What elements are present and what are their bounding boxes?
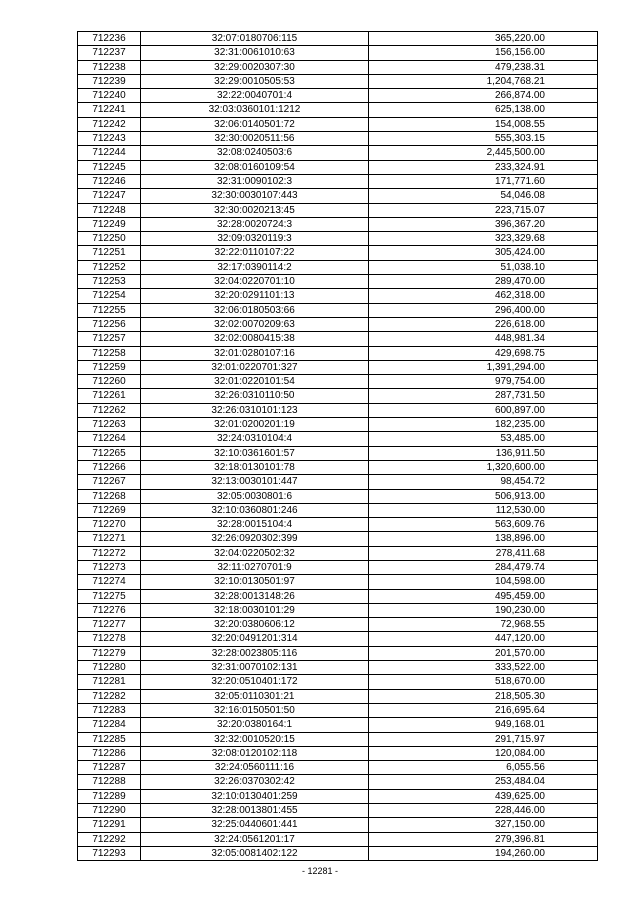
record-id-cell: 712293 xyxy=(78,846,141,860)
amount-cell: 253,484.04 xyxy=(369,775,598,789)
cadastral-number-cell: 32:20:0380606:12 xyxy=(141,618,369,632)
record-id-cell: 712269 xyxy=(78,503,141,517)
cadastral-number-cell: 32:29:0010505:53 xyxy=(141,74,369,88)
amount-cell: 53,485.00 xyxy=(369,432,598,446)
record-id-cell: 712267 xyxy=(78,475,141,489)
record-id-cell: 712248 xyxy=(78,203,141,217)
record-id-cell: 712287 xyxy=(78,761,141,775)
cadastral-number-cell: 32:09:0320119:3 xyxy=(141,232,369,246)
table-row xyxy=(78,160,598,174)
record-id-cell: 712238 xyxy=(78,60,141,74)
record-id-cell: 712281 xyxy=(78,675,141,689)
table-row xyxy=(78,761,598,775)
amount-cell: 279,396.81 xyxy=(369,832,598,846)
table-row xyxy=(78,346,598,360)
record-id-cell: 712264 xyxy=(78,432,141,446)
amount-cell: 190,230.00 xyxy=(369,603,598,617)
record-id-cell: 712270 xyxy=(78,518,141,532)
table-row xyxy=(78,174,598,188)
cadastral-number-cell: 32:17:0390114:2 xyxy=(141,260,369,274)
record-id-cell: 712237 xyxy=(78,46,141,60)
amount-cell: 323,329.68 xyxy=(369,232,598,246)
amount-cell: 136,911.50 xyxy=(369,446,598,460)
record-id-cell: 712247 xyxy=(78,189,141,203)
table-row xyxy=(78,389,598,403)
amount-cell: 447,120.00 xyxy=(369,632,598,646)
cadastral-number-cell: 32:04:0220502:32 xyxy=(141,546,369,560)
cadastral-number-cell: 32:03:0360101:1212 xyxy=(141,103,369,117)
table-row xyxy=(78,203,598,217)
record-id-cell: 712240 xyxy=(78,89,141,103)
record-id-cell: 712254 xyxy=(78,289,141,303)
table-row xyxy=(78,689,598,703)
cadastral-number-cell: 32:22:0040701:4 xyxy=(141,89,369,103)
amount-cell: 72,968.55 xyxy=(369,618,598,632)
record-id-cell: 712288 xyxy=(78,775,141,789)
amount-cell: 156,156.00 xyxy=(369,46,598,60)
amount-cell: 171,771.60 xyxy=(369,174,598,188)
amount-cell: 291,715.97 xyxy=(369,732,598,746)
table-row xyxy=(78,775,598,789)
table-row xyxy=(78,289,598,303)
table-row xyxy=(78,503,598,517)
table-body xyxy=(78,32,598,861)
table-row xyxy=(78,275,598,289)
record-id-cell: 712252 xyxy=(78,260,141,274)
record-id-cell: 712279 xyxy=(78,646,141,660)
table-row xyxy=(78,332,598,346)
amount-cell: 1,391,294.00 xyxy=(369,360,598,374)
table-row xyxy=(78,260,598,274)
cadastral-number-cell: 32:26:0370302:42 xyxy=(141,775,369,789)
record-id-cell: 712258 xyxy=(78,346,141,360)
amount-cell: 104,598.00 xyxy=(369,575,598,589)
amount-cell: 1,320,600.00 xyxy=(369,460,598,474)
table-row xyxy=(78,732,598,746)
amount-cell: 396,367.20 xyxy=(369,217,598,231)
amount-cell: 216,695.64 xyxy=(369,703,598,717)
cadastral-number-cell: 32:28:0023805:116 xyxy=(141,646,369,660)
table-row xyxy=(78,74,598,88)
table-row xyxy=(78,818,598,832)
cadastral-number-cell: 32:20:0291101:13 xyxy=(141,289,369,303)
cadastral-number-cell: 32:29:0020307:30 xyxy=(141,60,369,74)
record-id-cell: 712286 xyxy=(78,746,141,760)
table-row xyxy=(78,103,598,117)
amount-cell: 448,981.34 xyxy=(369,332,598,346)
record-id-cell: 712274 xyxy=(78,575,141,589)
cadastral-number-cell: 32:20:0380164:1 xyxy=(141,718,369,732)
amount-cell: 289,470.00 xyxy=(369,275,598,289)
cadastral-number-cell: 32:05:0030801:6 xyxy=(141,489,369,503)
table-row xyxy=(78,432,598,446)
table-row xyxy=(78,146,598,160)
record-id-cell: 712280 xyxy=(78,661,141,675)
amount-cell: 266,874.00 xyxy=(369,89,598,103)
table-row xyxy=(78,746,598,760)
cadastral-number-cell: 32:07:0180706:115 xyxy=(141,32,369,46)
cadastral-number-cell: 32:11:0270701:9 xyxy=(141,560,369,574)
amount-cell: 365,220.00 xyxy=(369,32,598,46)
record-id-cell: 712285 xyxy=(78,732,141,746)
amount-cell: 296,400.00 xyxy=(369,303,598,317)
cadastral-number-cell: 32:01:0200201:19 xyxy=(141,418,369,432)
cadastral-number-cell: 32:26:0920302:399 xyxy=(141,532,369,546)
record-id-cell: 712260 xyxy=(78,375,141,389)
table-row xyxy=(78,575,598,589)
record-id-cell: 712250 xyxy=(78,232,141,246)
amount-cell: 506,913.00 xyxy=(369,489,598,503)
cadastral-number-cell: 32:22:0110107:22 xyxy=(141,246,369,260)
cadastral-number-cell: 32:10:0361601:57 xyxy=(141,446,369,460)
cadastral-number-cell: 32:30:0030107:443 xyxy=(141,189,369,203)
cadastral-number-cell: 32:10:0130501:97 xyxy=(141,575,369,589)
amount-cell: 333,522.00 xyxy=(369,661,598,675)
record-id-cell: 712284 xyxy=(78,718,141,732)
record-id-cell: 712241 xyxy=(78,103,141,117)
record-id-cell: 712262 xyxy=(78,403,141,417)
amount-cell: 327,150.00 xyxy=(369,818,598,832)
record-id-cell: 712249 xyxy=(78,217,141,231)
table-row xyxy=(78,217,598,231)
record-id-cell: 712276 xyxy=(78,603,141,617)
table-row xyxy=(78,475,598,489)
table-row xyxy=(78,804,598,818)
cadastral-number-cell: 32:32:0010520:15 xyxy=(141,732,369,746)
record-id-cell: 712277 xyxy=(78,618,141,632)
cadastral-number-cell: 32:31:0090102:3 xyxy=(141,174,369,188)
table-row xyxy=(78,532,598,546)
record-id-cell: 712257 xyxy=(78,332,141,346)
amount-cell: 194,260.00 xyxy=(369,846,598,860)
record-id-cell: 712265 xyxy=(78,446,141,460)
amount-cell: 518,670.00 xyxy=(369,675,598,689)
cadastral-number-cell: 32:20:0491201:314 xyxy=(141,632,369,646)
table-row xyxy=(78,246,598,260)
amount-cell: 182,235.00 xyxy=(369,418,598,432)
amount-cell: 233,324.91 xyxy=(369,160,598,174)
record-id-cell: 712289 xyxy=(78,789,141,803)
amount-cell: 284,479.74 xyxy=(369,560,598,574)
amount-cell: 54,046.08 xyxy=(369,189,598,203)
table-row xyxy=(78,32,598,46)
cadastral-number-cell: 32:28:0020724:3 xyxy=(141,217,369,231)
amount-cell: 112,530.00 xyxy=(369,503,598,517)
table-row xyxy=(78,360,598,374)
cadastral-number-cell: 32:26:0310101:123 xyxy=(141,403,369,417)
table-row xyxy=(78,60,598,74)
record-id-cell: 712256 xyxy=(78,317,141,331)
record-id-cell: 712244 xyxy=(78,146,141,160)
record-id-cell: 712251 xyxy=(78,246,141,260)
record-id-cell: 712283 xyxy=(78,703,141,717)
cadastral-number-cell: 32:13:0030101:447 xyxy=(141,475,369,489)
amount-cell: 287,731.50 xyxy=(369,389,598,403)
record-id-cell: 712268 xyxy=(78,489,141,503)
amount-cell: 2,445,500.00 xyxy=(369,146,598,160)
cadastral-number-cell: 32:01:0280107:16 xyxy=(141,346,369,360)
table-row xyxy=(78,560,598,574)
record-id-cell: 712246 xyxy=(78,174,141,188)
cadastral-number-cell: 32:01:0220701:327 xyxy=(141,360,369,374)
amount-cell: 228,446.00 xyxy=(369,804,598,818)
cadastral-number-cell: 32:25:0440601:441 xyxy=(141,818,369,832)
cadastral-number-cell: 32:28:0013801:455 xyxy=(141,804,369,818)
amount-cell: 429,698.75 xyxy=(369,346,598,360)
amount-cell: 201,570.00 xyxy=(369,646,598,660)
table-row xyxy=(78,718,598,732)
table-row xyxy=(78,703,598,717)
table-row xyxy=(78,418,598,432)
amount-cell: 495,459.00 xyxy=(369,589,598,603)
record-id-cell: 712273 xyxy=(78,560,141,574)
amount-cell: 154,008.55 xyxy=(369,117,598,131)
record-id-cell: 712236 xyxy=(78,32,141,46)
table-row xyxy=(78,632,598,646)
amount-cell: 223,715.07 xyxy=(369,203,598,217)
cadastral-number-cell: 32:31:0061010:63 xyxy=(141,46,369,60)
record-id-cell: 712255 xyxy=(78,303,141,317)
record-id-cell: 712239 xyxy=(78,74,141,88)
table-row xyxy=(78,89,598,103)
table-row xyxy=(78,603,598,617)
amount-cell: 51,038.10 xyxy=(369,260,598,274)
table-row xyxy=(78,546,598,560)
record-id-cell: 712291 xyxy=(78,818,141,832)
table-row xyxy=(78,789,598,803)
record-id-cell: 712259 xyxy=(78,360,141,374)
amount-cell: 949,168.01 xyxy=(369,718,598,732)
cadastral-number-cell: 32:04:0220701:10 xyxy=(141,275,369,289)
amount-cell: 563,609.76 xyxy=(369,518,598,532)
cadastral-number-cell: 32:30:0020511:56 xyxy=(141,132,369,146)
record-id-cell: 712272 xyxy=(78,546,141,560)
record-id-cell: 712245 xyxy=(78,160,141,174)
cadastral-number-cell: 32:24:0561201:17 xyxy=(141,832,369,846)
data-table xyxy=(77,31,598,861)
cadastral-number-cell: 32:10:0360801:246 xyxy=(141,503,369,517)
amount-cell: 120,084.00 xyxy=(369,746,598,760)
amount-cell: 226,618.00 xyxy=(369,317,598,331)
record-id-cell: 712263 xyxy=(78,418,141,432)
table-row xyxy=(78,232,598,246)
record-id-cell: 712266 xyxy=(78,460,141,474)
amount-cell: 1,204,768.21 xyxy=(369,74,598,88)
record-id-cell: 712242 xyxy=(78,117,141,131)
record-id-cell: 712243 xyxy=(78,132,141,146)
cadastral-number-cell: 32:02:0080415:38 xyxy=(141,332,369,346)
amount-cell: 218,505.30 xyxy=(369,689,598,703)
record-id-cell: 712278 xyxy=(78,632,141,646)
page-number: - 12281 - xyxy=(301,866,339,876)
cadastral-number-cell: 32:28:0015104:4 xyxy=(141,518,369,532)
table-row xyxy=(78,317,598,331)
table-row xyxy=(78,375,598,389)
cadastral-number-cell: 32:08:0160109:54 xyxy=(141,160,369,174)
cadastral-number-cell: 32:31:0070102:131 xyxy=(141,661,369,675)
amount-cell: 439,625.00 xyxy=(369,789,598,803)
amount-cell: 98,454.72 xyxy=(369,475,598,489)
table-row xyxy=(78,460,598,474)
cadastral-number-cell: 32:16:0150501:50 xyxy=(141,703,369,717)
table-row xyxy=(78,403,598,417)
cadastral-number-cell: 32:08:0120102:118 xyxy=(141,746,369,760)
cadastral-number-cell: 32:24:0310104:4 xyxy=(141,432,369,446)
cadastral-number-cell: 32:01:0220101:54 xyxy=(141,375,369,389)
cadastral-number-cell: 32:30:0020213:45 xyxy=(141,203,369,217)
table-row xyxy=(78,303,598,317)
amount-cell: 555,303.15 xyxy=(369,132,598,146)
amount-cell: 138,896.00 xyxy=(369,532,598,546)
cadastral-number-cell: 32:05:0110301:21 xyxy=(141,689,369,703)
cadastral-number-cell: 32:20:0510401:172 xyxy=(141,675,369,689)
table-row xyxy=(78,489,598,503)
table-row xyxy=(78,589,598,603)
amount-cell: 305,424.00 xyxy=(369,246,598,260)
record-id-cell: 712290 xyxy=(78,804,141,818)
cadastral-number-cell: 32:06:0140501:72 xyxy=(141,117,369,131)
cadastral-number-cell: 32:18:0130101:78 xyxy=(141,460,369,474)
table-row xyxy=(78,661,598,675)
cadastral-number-cell: 32:08:0240503:6 xyxy=(141,146,369,160)
table-row xyxy=(78,646,598,660)
record-id-cell: 712271 xyxy=(78,532,141,546)
record-id-cell: 712253 xyxy=(78,275,141,289)
table-row xyxy=(78,446,598,460)
cadastral-number-cell: 32:06:0180503:66 xyxy=(141,303,369,317)
amount-cell: 278,411.68 xyxy=(369,546,598,560)
cadastral-number-cell: 32:02:0070209:63 xyxy=(141,317,369,331)
table-row xyxy=(78,132,598,146)
record-id-cell: 712275 xyxy=(78,589,141,603)
cadastral-number-cell: 32:05:0081402:122 xyxy=(141,846,369,860)
table-row xyxy=(78,846,598,860)
cadastral-number-cell: 32:10:0130401:259 xyxy=(141,789,369,803)
record-id-cell: 712282 xyxy=(78,689,141,703)
table-row xyxy=(78,189,598,203)
table-row xyxy=(78,518,598,532)
table-row xyxy=(78,117,598,131)
amount-cell: 479,238.31 xyxy=(369,60,598,74)
table-row xyxy=(78,46,598,60)
amount-cell: 625,138.00 xyxy=(369,103,598,117)
table-row xyxy=(78,832,598,846)
cadastral-number-cell: 32:18:0030101:29 xyxy=(141,603,369,617)
cadastral-number-cell: 32:26:0310110:50 xyxy=(141,389,369,403)
cadastral-number-cell: 32:28:0013148:26 xyxy=(141,589,369,603)
amount-cell: 600,897.00 xyxy=(369,403,598,417)
amount-cell: 462,318.00 xyxy=(369,289,598,303)
table-row xyxy=(78,618,598,632)
table-row xyxy=(78,675,598,689)
cadastral-number-cell: 32:24:0560111:16 xyxy=(141,761,369,775)
record-id-cell: 712292 xyxy=(78,832,141,846)
record-id-cell: 712261 xyxy=(78,389,141,403)
amount-cell: 979,754.00 xyxy=(369,375,598,389)
amount-cell: 6,055.56 xyxy=(369,761,598,775)
